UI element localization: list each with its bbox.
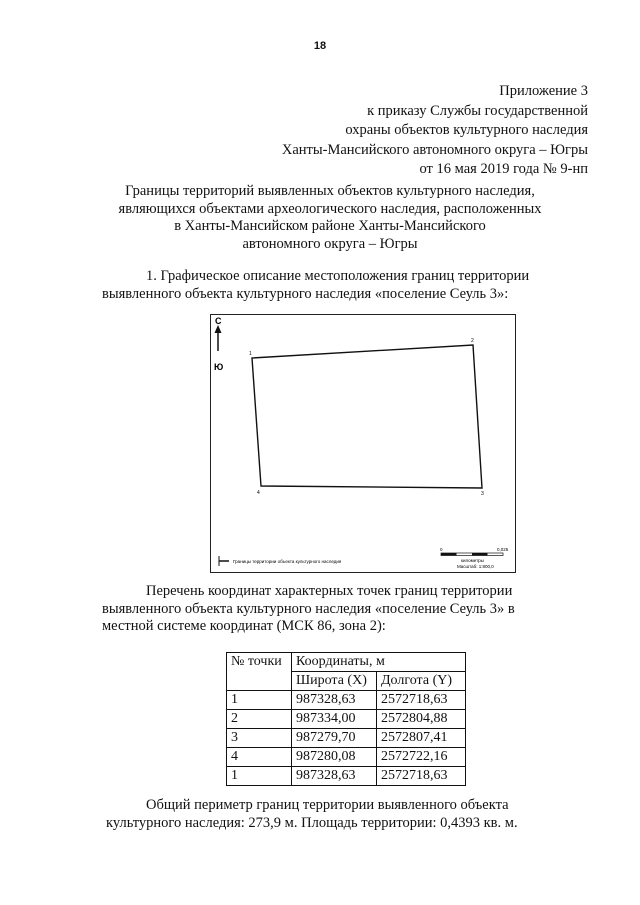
scale-bar-segment (472, 553, 488, 556)
north-arrowhead-icon (215, 325, 222, 333)
appendix-line: охраны объектов культурного наследия (345, 122, 588, 138)
document-title (80, 183, 580, 253)
cell-y: 2572718,63 (377, 767, 466, 786)
table-header-row (227, 653, 466, 672)
coordinates-table (226, 652, 466, 786)
intro-line: выявленного объекта культурного наследия «поселение Сеуль 3» в (102, 600, 515, 617)
scale-start-label: 0 (440, 547, 443, 552)
page-number: 18 (313, 40, 327, 52)
boundary-map-svg (211, 315, 515, 572)
appendix-line: от 16 мая 2019 года № 9-нп (419, 161, 588, 177)
summary-line: Общий периметр границ территории выявленного объекта (146, 797, 509, 813)
table-row (227, 710, 466, 729)
cell-x: 987328,63 (292, 767, 377, 786)
table-row (227, 767, 466, 786)
header-longitude: Долгота (Y) (377, 672, 466, 691)
map-legend-text: Границы территории объекта культурного наследия (233, 559, 342, 564)
appendix-line: Приложение 3 (499, 83, 588, 99)
boundary-map (210, 314, 516, 573)
intro-line: местной системе координат (МСК 86, зона 2): (102, 618, 386, 634)
summary-line: культурного наследия: 273,9 м. Площадь территории: 0,4393 кв. м. (106, 814, 518, 831)
south-label: Ю (214, 362, 224, 372)
cell-y: 2572807,41 (377, 729, 466, 748)
cell-y: 2572718,63 (377, 691, 466, 710)
point-label: 3 (481, 491, 484, 497)
cell-x: 987328,63 (292, 691, 377, 710)
cell-point: 4 (227, 748, 292, 767)
table-row (227, 748, 466, 767)
section-1-paragraph (102, 268, 586, 303)
scale-unit-label: километры (461, 558, 484, 563)
title-line: Границы территорий выявленных объектов культурного наследия, (125, 183, 535, 199)
cell-x: 987334,00 (292, 710, 377, 729)
intro-line: Перечень координат характерных точек границ территории (146, 583, 513, 599)
title-line: в Ханты-Мансийском районе Ханты-Мансийского (174, 218, 486, 234)
cell-point: 3 (227, 729, 292, 748)
title-line: являющихся объектами археологического наследия, расположенных (118, 200, 542, 217)
point-label: 4 (257, 490, 260, 496)
cell-point: 2 (227, 710, 292, 729)
table-row (227, 691, 466, 710)
scale-bar-segment (441, 553, 457, 556)
summary-paragraph (102, 797, 586, 832)
cell-point: 1 (227, 767, 292, 786)
cell-x: 987280,08 (292, 748, 377, 767)
table-row (227, 729, 466, 748)
appendix-line: Ханты-Мансийского автономного округа – Югры (281, 141, 588, 158)
north-label: С (215, 316, 222, 326)
header-latitude: Широта (X) (292, 672, 377, 691)
scale-end-label: 0,025 (497, 547, 509, 552)
cell-y: 2572804,88 (377, 710, 466, 729)
cell-point: 1 (227, 691, 292, 710)
appendix-line: к приказу Службы государственной (367, 102, 588, 119)
header-point: № точки (227, 653, 292, 691)
section-1-line: выявленного объекта культурного наследия «поселение Сеуль 3»: (102, 285, 509, 302)
cell-y: 2572722,16 (377, 748, 466, 767)
territory-boundary (252, 345, 482, 488)
header-coordinates: Координаты, м (292, 653, 466, 672)
section-1-line: 1. Графическое описание местоположения границ территории (146, 268, 530, 284)
title-line: автономного округа – Югры (242, 235, 418, 252)
point-label: 1 (249, 351, 252, 357)
point-label: 2 (471, 338, 474, 344)
appendix-header (282, 82, 588, 180)
scale-text: Масштаб: 1:800,0 (457, 564, 494, 569)
coordinates-intro (102, 583, 586, 636)
cell-x: 987279,70 (292, 729, 377, 748)
